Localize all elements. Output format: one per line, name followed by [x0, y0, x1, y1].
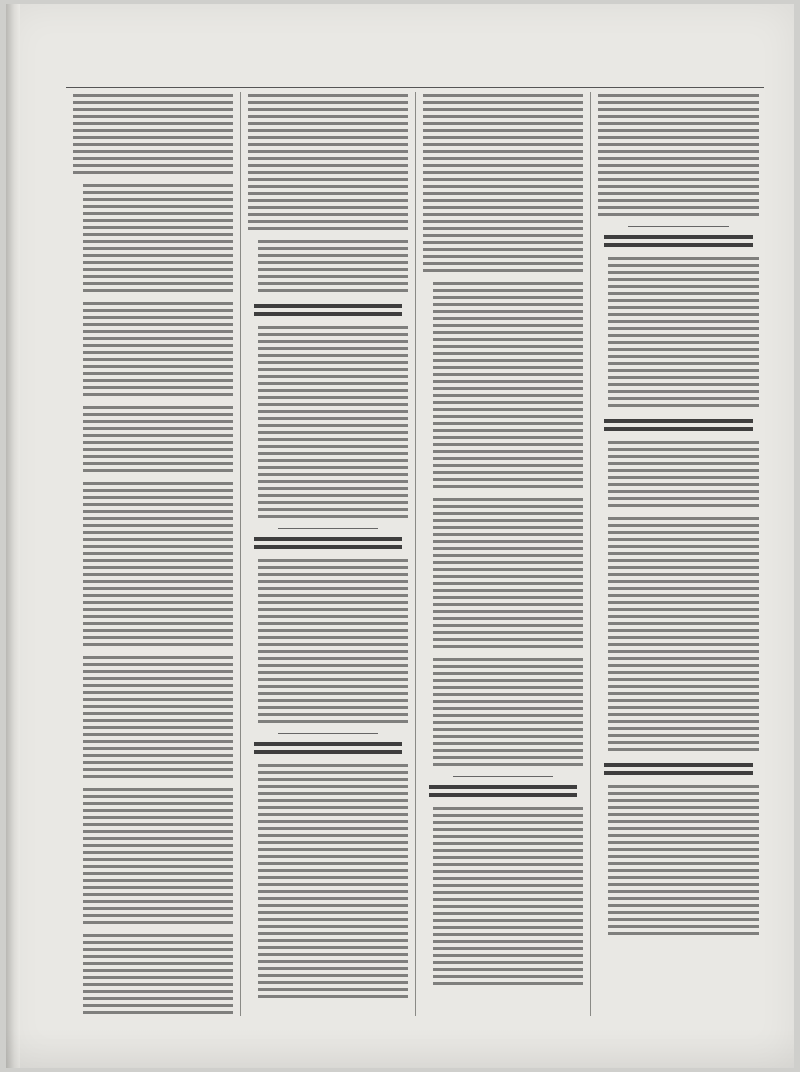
- text-paragraph: [598, 785, 759, 939]
- text-paragraph: [73, 406, 233, 476]
- text-paragraph: [73, 482, 233, 650]
- binding-edge: [6, 4, 20, 1068]
- text-paragraph: [248, 240, 408, 296]
- section-divider: [278, 733, 378, 734]
- section-heading: [429, 785, 577, 801]
- text-paragraph: [598, 94, 759, 220]
- page-header: [66, 66, 764, 88]
- page-bottom-edge: [6, 1028, 794, 1068]
- text-paragraph: [73, 788, 233, 928]
- section-heading: [254, 742, 402, 758]
- text-paragraph: [423, 94, 583, 276]
- text-paragraph: [248, 764, 408, 1002]
- text-paragraph: [598, 441, 759, 511]
- section-heading: [604, 419, 753, 435]
- text-paragraph: [423, 282, 583, 492]
- section-heading: [254, 304, 402, 320]
- section-divider: [453, 776, 553, 777]
- section-heading: [254, 537, 402, 553]
- section-heading: [604, 763, 753, 779]
- text-columns: [66, 92, 766, 1016]
- text-paragraph: [598, 517, 759, 755]
- column-1: [66, 92, 241, 1016]
- text-paragraph: [73, 184, 233, 296]
- text-paragraph: [423, 498, 583, 652]
- section-divider: [278, 528, 378, 529]
- text-paragraph: [423, 807, 583, 989]
- section-divider: [628, 226, 729, 227]
- text-paragraph: [598, 257, 759, 411]
- newspaper-page: [6, 4, 794, 1068]
- text-paragraph: [73, 302, 233, 400]
- text-paragraph: [248, 559, 408, 727]
- text-paragraph: [423, 658, 583, 770]
- text-paragraph: [248, 94, 408, 234]
- text-paragraph: [73, 656, 233, 782]
- column-4: [591, 92, 766, 1016]
- section-heading: [604, 235, 753, 251]
- column-2: [241, 92, 416, 1016]
- column-3: [416, 92, 591, 1016]
- text-paragraph: [248, 326, 408, 522]
- text-paragraph: [73, 94, 233, 178]
- text-paragraph: [73, 934, 233, 1016]
